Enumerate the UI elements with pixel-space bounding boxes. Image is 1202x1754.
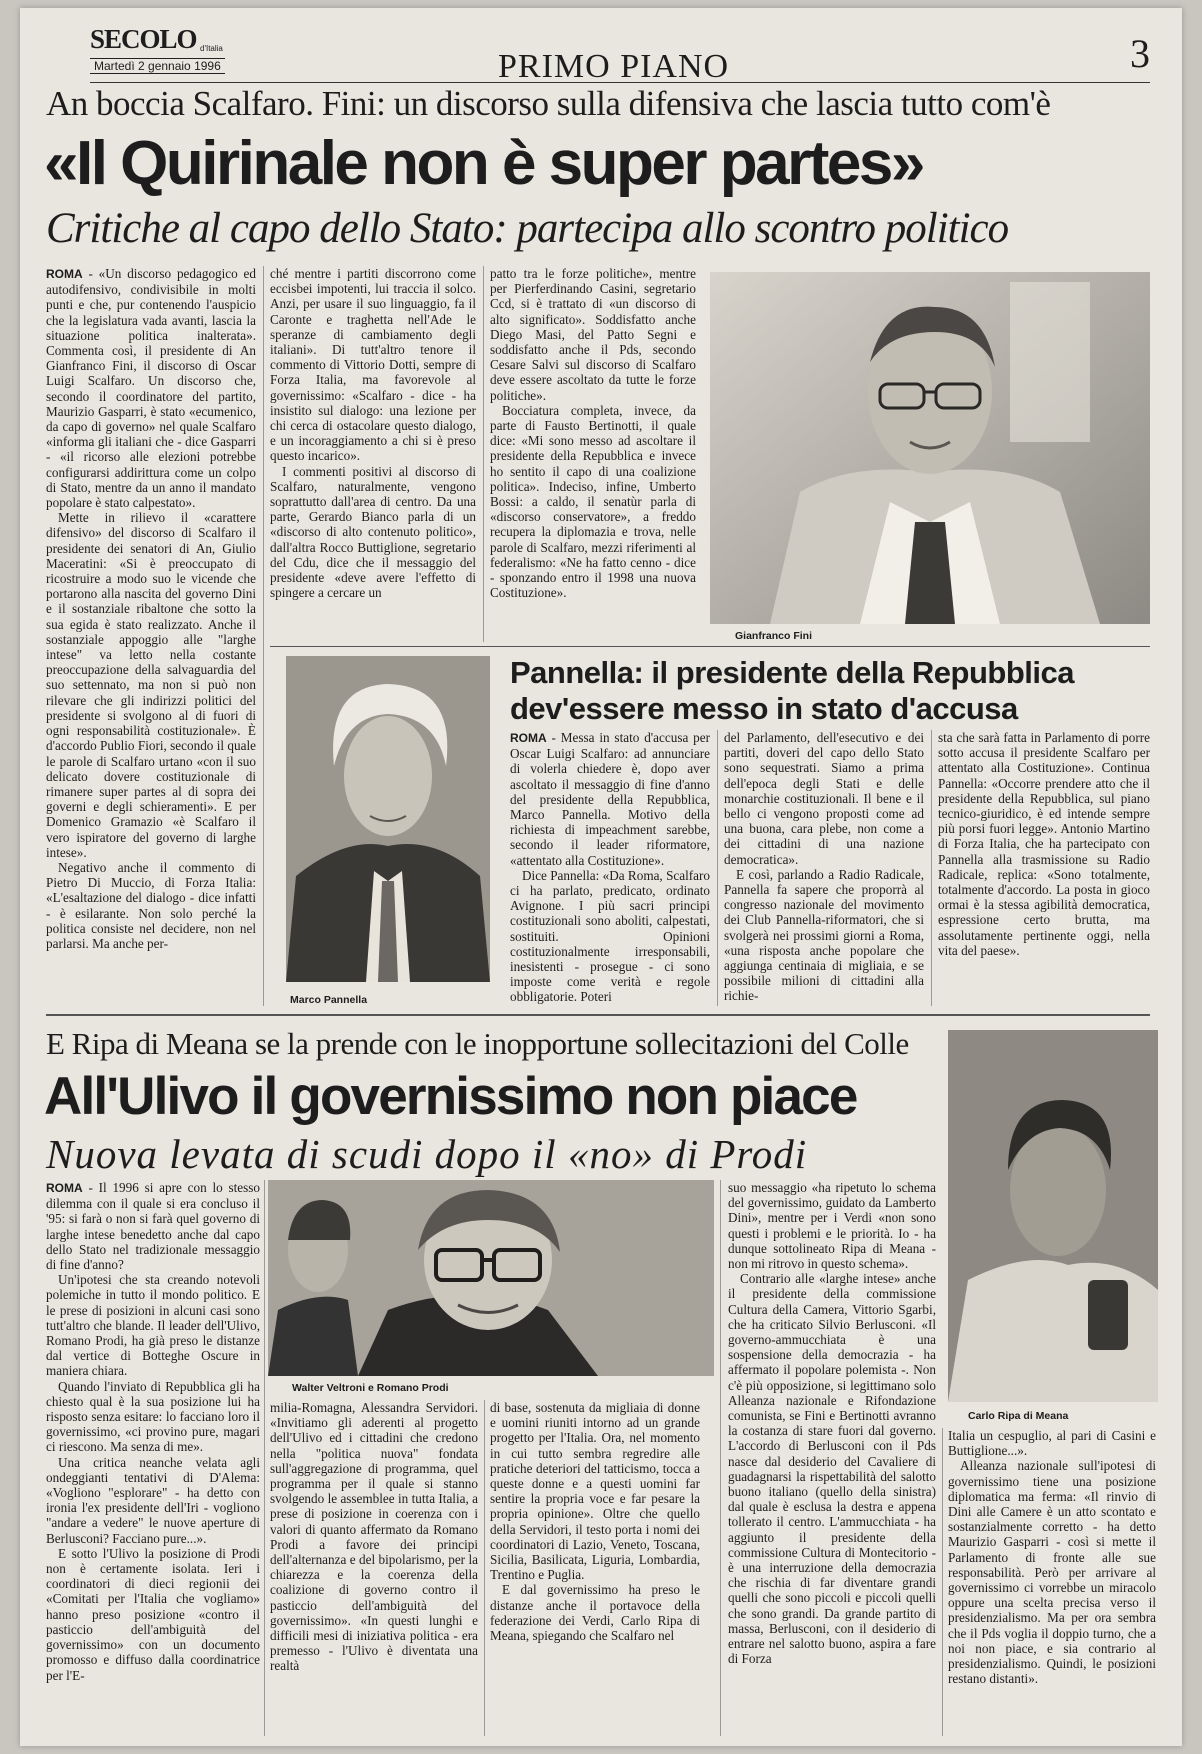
- publication-date: Martedì 2 gennaio 1996: [90, 58, 225, 74]
- column-divider: [484, 1400, 485, 1736]
- portrait-illustration: [286, 656, 490, 982]
- photo-caption-pannella: Marco Pannella: [290, 994, 368, 1006]
- section-title: PRIMO PIANO: [498, 48, 730, 85]
- column-divider: [483, 266, 484, 642]
- column-divider: [264, 1180, 265, 1736]
- column-divider: [720, 1180, 721, 1736]
- story2-column-1: ROMA - Messa in stato d'accusa per Oscar Luigi Scalfaro: ad annunciare di volerla chiedere è, dopo aver ascoltato il messaggio di fine d'anno del presidente della Repubblica, Marco Pannella. Motivo della richiesta di impeachment sarebbe, secondo il leader riformatore, «attentato alla Costituzione». Dice Pannella: «Da Roma, Scalfaro ci ha parlato, predicato, ordinato Avignone. I più sacri principi costituzionali sono aboliti, calpestati, sostituiti. Opinioni costituzionalmente irresponsabili, inesistenti - prosegue - ci sono imposte come verità e regole obbligatorie. Poteri: [510, 730, 710, 1005]
- newspaper-logo: SECOLO: [90, 24, 197, 54]
- column-divider: [263, 266, 264, 1006]
- story3-column-5: Italia un cespuglio, al pari di Casini e Buttiglione...». Alleanza nazionale sull'ipotesi di governissimo tiene una posizione diplomatica ma ferma: «Il rinvio di Dini alle Camere è un atto scontato e sostanzialmente corretto - ha detto Maurizio Gasparri - così si mette il Parlamento di fronte alle sue responsabilità. Però per arrivare al governissimo ci vorrebbe un miracolo oppure una scelta precisa verso il presidenzialismo. Ma per ora sembra che il Pds voglia il doppio turno, che a noi non piace, e sia contrario al presidenzialismo. Quindi, le posizioni restano distanti».: [948, 1428, 1156, 1687]
- story1-column-1: ROMA - «Un discorso pedagogico ed autodifensivo, condivisibile in molti punti e che, pur contenendo l'auspicio che la legislatura vada avanti, lascia la situazione politica inalterata». Commenta così, il presidente di An Gianfranco Fini, il discorso di Oscar Luigi Scalfaro. Un discorso che, secondo il coordinatore del partito, Maurizio Gasparri, è stato «ecumenico, da capo di governo» nel quale Scalfaro «informa gli italiani che - dice Gasparri - «il ricorso alle elezioni potrebbe configurarsi addirittura come un colpo di Stato, mentre da un anno il mandato popolare è stato calpestato». Mette in rilievo il «carattere difensivo» del discorso di Scalfaro il presidente dei senatori di An, Giulio Maceratini: «Si è preoccupato di ricostruire a modo suo le vicende che portarono alla nascita del governo Dini e il sostanziale ribaltone che sotto la sua egida è stato realizzato. Anche il sostanziale appoggio alle "larghe intese" va letto nella costante preoccupazione della salvaguardia del suo settennato, ma non si può non rilevare che gli indirizzi politici del presidente si svolgono al di fuori di ogni responsabilità costituzionale». È d'accordo Publio Fiori, secondo il quale le parole di Scalfaro urtano «con il suo delicato dovere costituzionale di rimanere super partes al di sopra dei governi e degli schieramenti». E per Domenico Gramazio «è Scalfaro il vero ispiratore del governo di larghe intese». Negativo anche il commento di Pietro Di Muccio, di Forza Italia: «L'esaltazione del dialogo - dice infatti - è esilarante. Non solo perché la politica consiste nel decidere, non nel parlarsi. Ma anche per-: [46, 266, 256, 951]
- story1-subhead: Critiche al capo dello Stato: partecipa allo scontro politico: [46, 205, 1009, 252]
- column-divider: [942, 1428, 943, 1736]
- story1-column-2: ché mentre i partiti discorrono come eccisbei impotenti, lui traccia il solco. Anzi, per usare il suo linguaggio, fa il Caronte e traghetta nell'Ade le speranze di cambiamento degli italiani». Di tutt'altro tenore il commento di Vittorio Dotti, sempre di Forza Italia, ma favorevole al governissimo: «Scalfaro - dice - ha insistito sul dialogo: una lezione per chi cerca di ostacolare questo dialogo, e un incoraggiamento a chi si è preso questo incarico». I commenti positivi al discorso di Scalfaro, naturalmente, vengono soprattutto dall'area di centro. Da una parte, Gerardo Bianco parla di un «discorso di alto contenuto politico», dall'altra Rocco Buttiglione, segretario del Cdu, dice che il messaggio del presidente «deve avere l'effetto di spingere a cercare un: [270, 266, 476, 601]
- portrait-illustration: [948, 1030, 1158, 1402]
- story1-headline: «Il Quirinale non è super partes»: [44, 129, 923, 198]
- photo-carlo-ripa-di-meana: [948, 1030, 1158, 1402]
- story3-column-2: milia-Romagna, Alessandra Servidori. «Invitiamo gli aderenti al progetto dell'Ulivo ed i cittadini che credono nella "politica nuova" fondata sull'aggregazione di programma, quel programma per il quale si stanno svolgendo le assemblee in tutta Italia, a prese di posizione in coerenza con i valori di quanto affermato da Romano Prodi a favore dei principi dell'alternanza e del bipolarismo, per la chiarezza e la coerenza della coalizione di governo contro il pasticcio dell'ambiguità del governissimo». «In questi lunghi e difficili mesi di iniziativa politica - era premesso - l'Ulivo è diventata una realtà: [270, 1400, 478, 1674]
- masthead-rule: [90, 82, 1150, 83]
- story2-dateline: ROMA: [510, 731, 547, 745]
- portrait-illustration: [710, 272, 1150, 624]
- story2-column-3: sta che sarà fatta in Parlamento di porre sotto accusa il presidente Scalfaro per attentato alla Costituzione». Continua Pannella: «Occorre prendere atto che il presidente della Repubblica, sul piano tecnico-giuridico, è ed intende sempre più porsi fuori legge». Antonio Martino di Forza Italia, che ha partecipato con Pannella alla trasmissione su Radio Radicale, replica: «Sono totalmente, totalmente d'accordo. La posta in gioco ormai è la stessa agibilità democratica, espressione certo brutta, ma assolutamente pertinente oggi, nella vita del paese».: [938, 730, 1150, 958]
- page-number: 3: [1130, 31, 1150, 76]
- column-divider: [931, 730, 932, 1006]
- column-divider: [717, 730, 718, 1006]
- photo-caption-fini: Gianfranco Fini: [735, 630, 813, 642]
- portrait-illustration: [268, 1180, 714, 1376]
- photo-caption-prodi: Walter Veltroni e Romano Prodi: [292, 1382, 449, 1394]
- story3-column-1: ROMA - Il 1996 si apre con lo stesso dilemma con il quale si era concluso il '95: si farà o non si farà quel governo di larghe intese benedetto anche dal capo dello Stato nel tradizionale messaggio di fine d'anno? Un'ipotesi che sta creando notevoli polemiche in tutto il mondo politico. E le prese di posizioni in alcuni casi sono tutt'altro che blande. Il leader dell'Ulivo, Romano Prodi, ha già preso le distanze dal vertice di Botteghe Oscure in maniera chiara. Quando l'inviato di Repubblica gli ha chiesto qual è la sua posizione lui ha risposto senza esitare: lo facciano loro il governissimo, «ci provino pure, magari ci riescono. Ma senza di me». Una critica neanche velata agli ondeggianti tentativi di D'Alema: «Vogliono "esplorare" - ha detto con ironia l'ex presidente dell'Iri - vogliono "andare a vedere" le nuove aperture di Berlusconi? Facciano pure...». E sotto l'Ulivo la posizione di Prodi non è certamente isolata. Ieri i coordinatori di dieci regionii dei «Comitati per l'Italia che vogliamo» hanno preso posizione «contro il pasticcio dell'ambiguità del governissimo» con un documento promosso e diffuso dalla coordinatrice per l'E-: [46, 1180, 260, 1683]
- story1-column-3: patto tra le forze politiche», mentre per Pierferdinando Casini, segretario Ccd, si è trattato di «un discorso di alto significato». Soddisfatto anche Diego Masi, del Patto Segni e soddisfatto anche il Pds, secondo Cesare Salvi sul discorso di Scalfaro deve essere ascoltato da tutte le forze politiche». Bocciatura completa, invece, da parte di Fausto Bertinotti, il quale dice: «Mi sono messo ad ascoltare il presidente della Repubblica e invece ho sentito il capo di una coalizione politica». Indeciso, infine, Umberto Bossi: a caldo, il senatùr parla di «discorso conservatore», a freddo recupera la diplomazia e trova, nelle parole di Scalfaro, mezzi riferimenti al federalismo: «Ne ha fatto cenno - dice - sponzando entro il 1998 una nuova Costituzione».: [490, 266, 696, 601]
- masthead: [60, 18, 1160, 85]
- story3-kicker: E Ripa di Meana se la prende con le inopportune sollecitazioni del Colle: [46, 1026, 909, 1061]
- photo-veltroni-prodi: [268, 1180, 714, 1376]
- newspaper-page: [20, 8, 1182, 1746]
- story2-headline-line1: Pannella: il presidente della Repubblica: [510, 655, 1074, 690]
- story1-dateline: ROMA: [46, 267, 83, 281]
- story2-headline-line2: dev'essere messo in stato d'accusa: [510, 691, 1018, 726]
- story3-subhead: Nuova levata di scudi dopo il «no» di Prodi: [46, 1131, 808, 1177]
- story2-column-2: del Parlamento, dell'esecutivo e dei partiti, doveri del capo dello Stato sono sequestrati. Siamo a prima dell'epoca degli Stati e delle monarchie costituzionali. Il bene e il bello ci vengono proposti come ad una buona, cara plebe, non come a dei cittadini di una nazione democratica». E così, parlando a Radio Radicale, Pannella fa sapere che proporrà al congresso nazionale del movimento dei Club Pannella-riformatori, che si svolgerà nei prossimi giorni a Roma, «una risposta anche popolare che aggiunga centinaia di migliaia, e se possibile milioni di cittadini alla richie-: [724, 730, 924, 1004]
- story3-headline: All'Ulivo il governissimo non piace: [44, 1067, 857, 1126]
- story1-kicker: An boccia Scalfaro. Fini: un discorso sulla difensiva che lascia tutto com'è: [46, 84, 1051, 123]
- story3-column-4: suo messaggio «ha ripetuto lo schema del governissimo, guidato da Lamberto Dini», mentre per i Verdi «non sono questi i problemi e le priorità. Io - ha dunque sottolineato Ripa di Meana - non mi ritrovo in questo schema». Contrario alle «larghe intese» anche il presidente della commissione Cultura della Camera, Vittorio Sgarbi, che ha criticato Silvio Berlusconi. «Il governo-ammucchiata è una sospensione della democrazia - ha affermato il popolare polemista -. Non c'è più opposizione, si legittimano solo Alleanza nazionale e Rifondazione comunista, se Fini e Bertinotti avranno la costanza di stare fuori dal governo. L'accordo di Berlusconi con il Pds nasce dal desiderio del Cavaliere di guadagnarsi la rispettabilità del salotto buono italiano (quello della sinistra) dal quale è esclusa la destra e appena tollerato il centro. L'ammucchiata - ha aggiunto il presidente della commissione Cultura di Montecitorio - è una interruzione della democrazia che rischia di far diventare grandi quelli che sono piccoli e piccoli quelli che sono grandi. Da grande partito di massa, Berlusconi, con il desiderio di entrare nel salotto buono, aspira a fare di Forza: [728, 1180, 936, 1667]
- photo-caption-ripa: Carlo Ripa di Meana: [968, 1410, 1069, 1422]
- newspaper-logo-sub: d'Italia: [200, 44, 223, 53]
- story3-column-3: di base, sostenuta da migliaia di donne e uomini riuniti intorno ad un grande progetto per l'Italia. Ora, nel momento in cui tutto sembra regredire alle pratiche deteriori del tatticismo, tocca a queste donne e a questi uomini far sentire la propria voce e far pesare la propria opinione». Oltre che quello della Servidori, il testo porta i nomi dei coordinatori di Lazio, Veneto, Toscana, Sicilia, Basilicata, Liguria, Lombardia, Trentino e Puglia. E dal governissimo ha preso le distanze anche il portavoce della federazione dei Verdi, Carlo Ripa di Meana, spiegando che Scalfaro nel: [490, 1400, 700, 1644]
- section-rule: [270, 646, 1150, 647]
- story3-dateline: ROMA: [46, 1181, 83, 1195]
- section-rule: [46, 1014, 1150, 1016]
- photo-marco-pannella: [286, 656, 490, 982]
- photo-gianfranco-fini: [710, 272, 1150, 624]
